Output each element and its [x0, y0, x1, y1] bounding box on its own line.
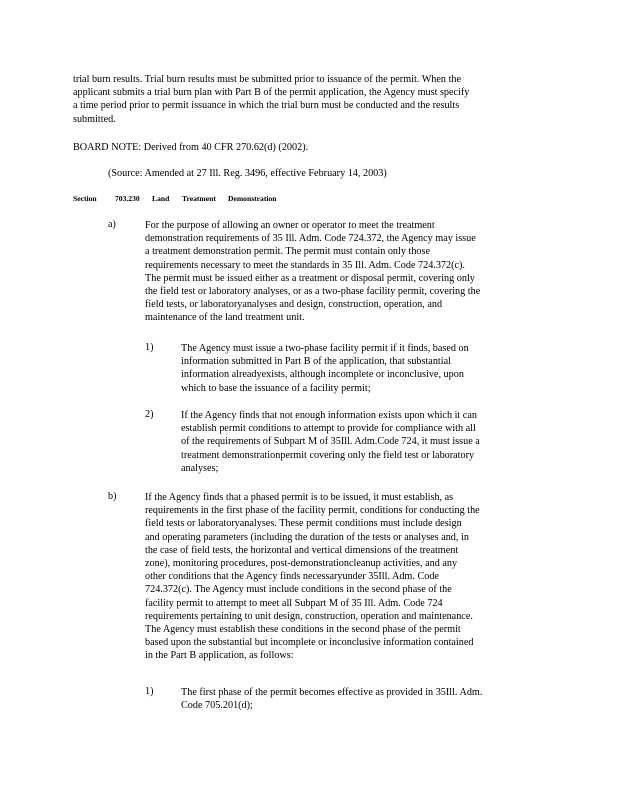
intro-paragraph [73, 73, 538, 126]
text-line: The first phase of the permit becomes effective as provided in 35Ill. Adm. [181, 687, 483, 698]
text-line: and operating parameters (including the duration of the tests or analyses and, in [145, 531, 469, 543]
section-title-word: Land [152, 194, 170, 203]
item-b1-text [181, 686, 533, 712]
text-line: If the Agency finds that not enough information exists upon which it can [181, 410, 477, 421]
text-line: The Agency must issue a two-phase facility permit if it finds, based on [181, 343, 469, 354]
text-line: The Agency must establish these conditions in the second phase of the permit [145, 624, 461, 636]
text-line: requirements necessary to meet the standards in 35 Ill. Adm. Code 724.372(c). [145, 259, 465, 271]
subsection-a-marker: a) [108, 219, 116, 230]
text-line: in the Part B application, as follows: [145, 650, 294, 662]
text-line: requirements pertaining to unit design, construction, operation and maintenance. [145, 610, 473, 622]
section-title-word: Treatment [182, 194, 216, 203]
section-number: 703.230 [115, 194, 140, 203]
text-line: demonstration requirements of 35 Ill. Adm. Code 724.372, the Agency may issue [145, 233, 476, 245]
text-line: information submitted in Part B of the application, that substantial [181, 356, 451, 368]
text-line: applicant submits a trial burn plan with Part B of the permit application, the Agency must specify [73, 87, 470, 99]
item-a1-marker: 1) [145, 342, 154, 353]
text-line: of the requirements of Subpart M of 35Ill. Adm.Code 724, it must issue a [181, 436, 480, 448]
item-a1-text [181, 342, 521, 395]
item-b1-marker: 1) [145, 686, 154, 697]
text-line: treatment demonstrationpermit covering only the field test or laboratory [181, 449, 475, 461]
text-line: field tests, or laboratoryanalyses and design, construction, operation, and [145, 299, 443, 311]
text-line: facility permit to attempt to meet all Subpart M of 35 Ill. Adm. Code 724 [145, 597, 443, 609]
text-line: 724.372(c). The Agency must include conditions in the second phase of the [145, 584, 452, 596]
text-line: The permit must be issued either as a treatment or disposal permit, covering only [145, 272, 475, 284]
text-line: other conditions that the Agency finds necessaryunder 35Ill. Adm. Code [145, 571, 439, 583]
text-line: based upon the substantial but incomplete or inconclusive information contained [145, 637, 474, 649]
text-line: trial burn results. Trial burn results must be submitted prior to issuance of the permit. When the [73, 74, 462, 85]
text-line: field tests or laboratoryanalyses. These permit conditions must include design [145, 518, 462, 530]
text-line: If the Agency finds that a phased permit is to be issued, it must establish, as [145, 492, 454, 503]
source-note: (Source: Amended at 27 Ill. Reg. 3496, effective February 14, 2003) [108, 168, 387, 179]
subsection-b-text [145, 491, 541, 663]
text-line: the case of field tests, the horizontal and vertical dimensions of the treatment [145, 544, 459, 556]
text-line: a treatment demonstration permit. The permit must contain only those [145, 246, 430, 258]
text-line: requirements in the first phase of the facility permit, conditions for conducting the [145, 505, 480, 517]
text-line: the field test or laboratory analyses, or as a two-phase facility permit, covering the [145, 286, 481, 298]
item-a2-marker: 2) [145, 409, 154, 420]
board-note: BOARD NOTE: Derived from 40 CFR 270.62(d) (2002). [73, 142, 309, 153]
subsection-a-text [145, 219, 541, 325]
text-line: submitted. [73, 113, 116, 125]
text-line: which to base the issuance of a facility permit; [181, 382, 371, 394]
text-line: a time period prior to permit issuance in which the trial burn must be conducted and the results [73, 100, 460, 112]
text-line: establish permit conditions to attempt to provide for compliance with all [181, 423, 476, 435]
section-label: Section [73, 194, 97, 203]
text-line: zone), monitoring procedures, post-demonstrationcleanup activities, and any [145, 558, 458, 570]
subsection-b-marker: b) [108, 491, 117, 502]
text-line: information alreadyexists, although incomplete or inconclusive, upon [181, 369, 464, 381]
text-line: Code 705.201(d); [181, 700, 253, 712]
text-line: maintenance of the land treatment unit. [145, 312, 305, 324]
item-a2-text [181, 409, 537, 475]
text-line: For the purpose of allowing an owner or operator to meet the treatment [145, 220, 435, 231]
section-title-word: Demonstration [228, 194, 277, 203]
text-line: analyses; [181, 462, 219, 474]
